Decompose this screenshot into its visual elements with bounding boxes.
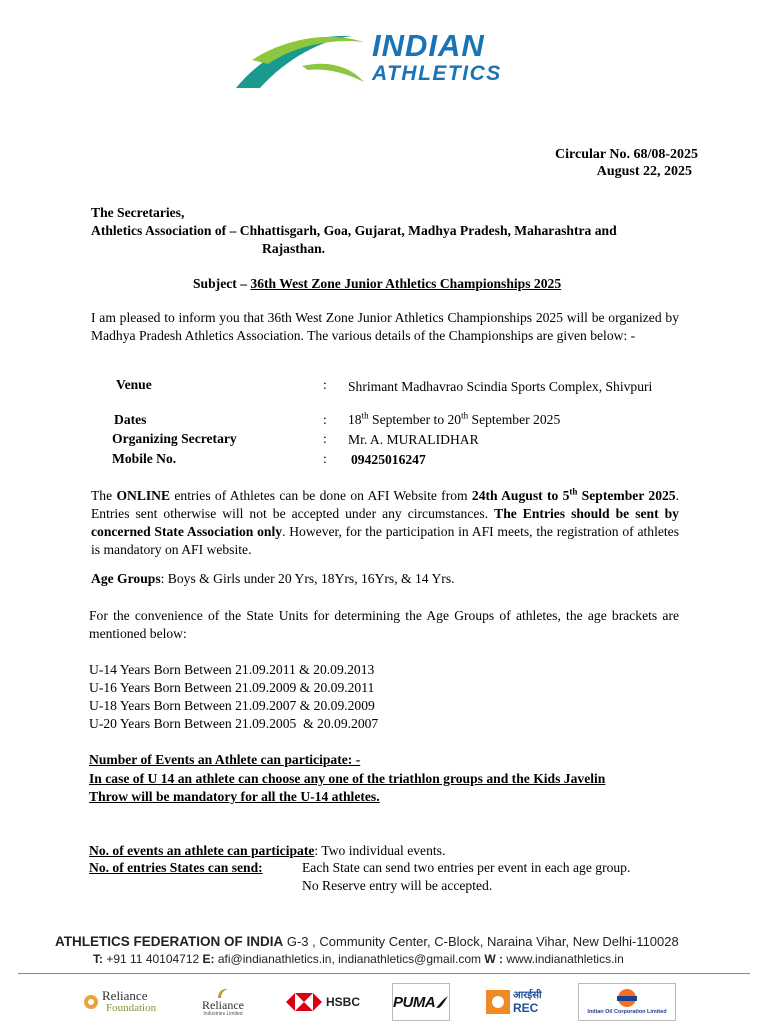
rules-entries-label: No. of entries States can send: <box>89 860 263 875</box>
entries-paragraph <box>91 487 679 559</box>
venue-value: Shrimant Madhavrao Scindia Sports Complex, Shivpuri <box>348 379 653 394</box>
sponsor-puma <box>392 983 450 1021</box>
footer-divider <box>18 973 750 974</box>
footer-tel-label: T: <box>93 952 103 966</box>
puma-text: PUMA <box>393 993 436 1011</box>
entries-t8: . However, for the participation in AFI meets, the registration of athletes is mandatory on AFI website. <box>91 524 679 557</box>
circular-date: August 22, 2025 <box>596 164 692 179</box>
dates-day1: 18 <box>348 412 362 427</box>
rules-entries-value2: No Reserve entry will be accepted. <box>302 878 493 893</box>
puma-cat-icon <box>435 995 449 1009</box>
footer-web: www.indianathletics.in <box>503 952 624 966</box>
age-groups-value: : Boys & Girls under 20 Yrs, 18Yrs, 16Yrs, & 14 Yrs. <box>160 571 455 586</box>
addressee-line1: The Secretaries, <box>91 205 185 220</box>
sponsor-indianoil <box>578 983 676 1021</box>
rules-events-label: No. of events an athlete can participate <box>89 843 315 858</box>
mobile-value: 09425016247 <box>351 452 426 467</box>
rules-events-value: : Two individual events. <box>314 843 446 858</box>
entries-online: ONLINE <box>116 488 171 503</box>
sponsor-reliance-industries <box>195 983 251 1021</box>
circular-number: Circular No. 68/08-2025 <box>555 147 698 162</box>
events-u14-line2 <box>89 789 380 805</box>
entries-t3: entries of Athletes can be done on AFI Website from <box>170 488 472 503</box>
secretary-colon: : <box>323 431 327 446</box>
addressee-line3: Rajasthan. <box>262 241 326 256</box>
dates-value <box>348 412 674 428</box>
footer-address: G-3 , Community Center, C-Block, Naraina Vihar, New Delhi-110028 <box>283 934 679 949</box>
footer-email: afi@indianathletics.in, indianathletics@gmail.com <box>214 952 485 966</box>
rec-hindi-text: आरईसी <box>513 990 542 1001</box>
subject-title: 36th West Zone Junior Athletics Championships 2025 <box>250 276 562 291</box>
brackets-intro: For the convenience of the State Units for determining the Age Groups of athletes, the age brackets are mentioned below: <box>89 608 679 641</box>
bracket-u18: U-18 Years Born Between 21.09.2007 & 20.09.2009 <box>89 698 375 713</box>
subject-prefix: Subject – <box>193 276 251 291</box>
dates-mid: September to 20 <box>368 412 462 427</box>
rec-sun-icon <box>486 990 510 1014</box>
rec-text: REC <box>513 1001 539 1015</box>
reliance-foundation-text2: Foundation <box>106 1002 157 1014</box>
entries-date-to: September 2025 <box>577 488 676 503</box>
reliance-industries-icon <box>216 987 230 999</box>
entries-state-only: The Entries should be sent by concerned State Association only <box>91 506 679 539</box>
dates-label: Dates <box>114 412 147 427</box>
circular-block <box>555 146 698 180</box>
logo-text-athletics: ATHLETICS <box>372 62 502 85</box>
footer-federation: ATHLETICS FEDERATION OF INDIA <box>55 934 284 949</box>
indian-athletics-logo-swoosh <box>232 26 372 92</box>
rules-events-line <box>89 843 445 859</box>
footer-address-line <box>55 934 679 949</box>
mobile-colon: : <box>323 451 327 466</box>
age-groups-label: Age Groups <box>91 571 161 586</box>
dates-sup2: th <box>461 410 469 421</box>
reliance-foundation-text1: Reliance <box>102 988 148 1003</box>
bracket-u20: U-20 Years Born Between 21.09.2005 & 20.09.2007 <box>89 716 379 731</box>
sponsor-hsbc <box>286 983 366 1021</box>
entries-date-sup: th <box>569 486 578 497</box>
reliance-foundation-icon <box>83 994 99 1010</box>
footer-contact-line <box>93 952 624 966</box>
secretary-label: Organizing Secretary <box>112 431 237 446</box>
hsbc-hexagon-icon <box>286 993 322 1011</box>
events-heading: Number of Events an Athlete can participate: - <box>89 752 361 767</box>
age-groups-line <box>91 571 455 587</box>
mobile-label: Mobile No. <box>112 451 177 466</box>
events-mandatory: will be mandatory for all the U-14 athletes. <box>128 789 380 804</box>
hsbc-text: HSBC <box>326 995 361 1009</box>
secretary-value: Mr. A. MURALIDHAR <box>348 432 479 447</box>
subject-line <box>193 276 561 292</box>
indianoil-text: Indian Oil Corporation Limited <box>587 1009 667 1015</box>
dates-sup1: th <box>361 410 369 421</box>
reliance-industries-text2: Industries Limited <box>203 1010 243 1017</box>
events-throw: Throw <box>89 789 129 804</box>
sponsor-reliance-foundation <box>83 983 163 1021</box>
footer-web-label: W : <box>484 952 504 966</box>
footer-email-label: E: <box>202 952 215 966</box>
indianoil-logo-icon <box>613 988 641 1008</box>
venue-label: Venue <box>116 377 152 392</box>
entries-t1: The <box>91 488 117 503</box>
addressee-line2: Athletics Association of – Chhattisgarh, Goa, Gujarat, Madhya Pradesh, Maharashtra and <box>91 223 617 238</box>
venue-colon: : <box>323 377 327 392</box>
dates-colon: : <box>323 412 327 427</box>
intro-paragraph: I am pleased to inform you that 36th West Zone Junior Athletics Championships 2025 will be organized by Madhya Pradesh Athletics Association. The various details of the Championships are given below: - <box>91 310 679 343</box>
bracket-u16: U-16 Years Born Between 21.09.2009 & 20.09.2011 <box>89 680 375 695</box>
bracket-u14: U-14 Years Born Between 21.09.2011 & 20.09.2013 <box>89 662 375 677</box>
rules-entries-value1: Each State can send two entries per event in each age group. <box>302 860 631 875</box>
entries-date-from: 24th August to 5 <box>471 488 570 503</box>
events-u14-line1: In case of U 14 an athlete can choose any one of the triathlon groups and the Kids Javelin <box>89 771 606 786</box>
logo-text-indian: INDIAN <box>372 28 485 63</box>
sponsor-rec <box>486 983 550 1021</box>
entries-t6: . Entries sent otherwise will not be accepted under any circumstances. <box>91 488 679 521</box>
reliance-industries-text1: Reliance <box>202 997 244 1012</box>
footer-tel: +91 11 40104712 <box>103 952 203 966</box>
dates-end: September 2025 <box>468 412 561 427</box>
